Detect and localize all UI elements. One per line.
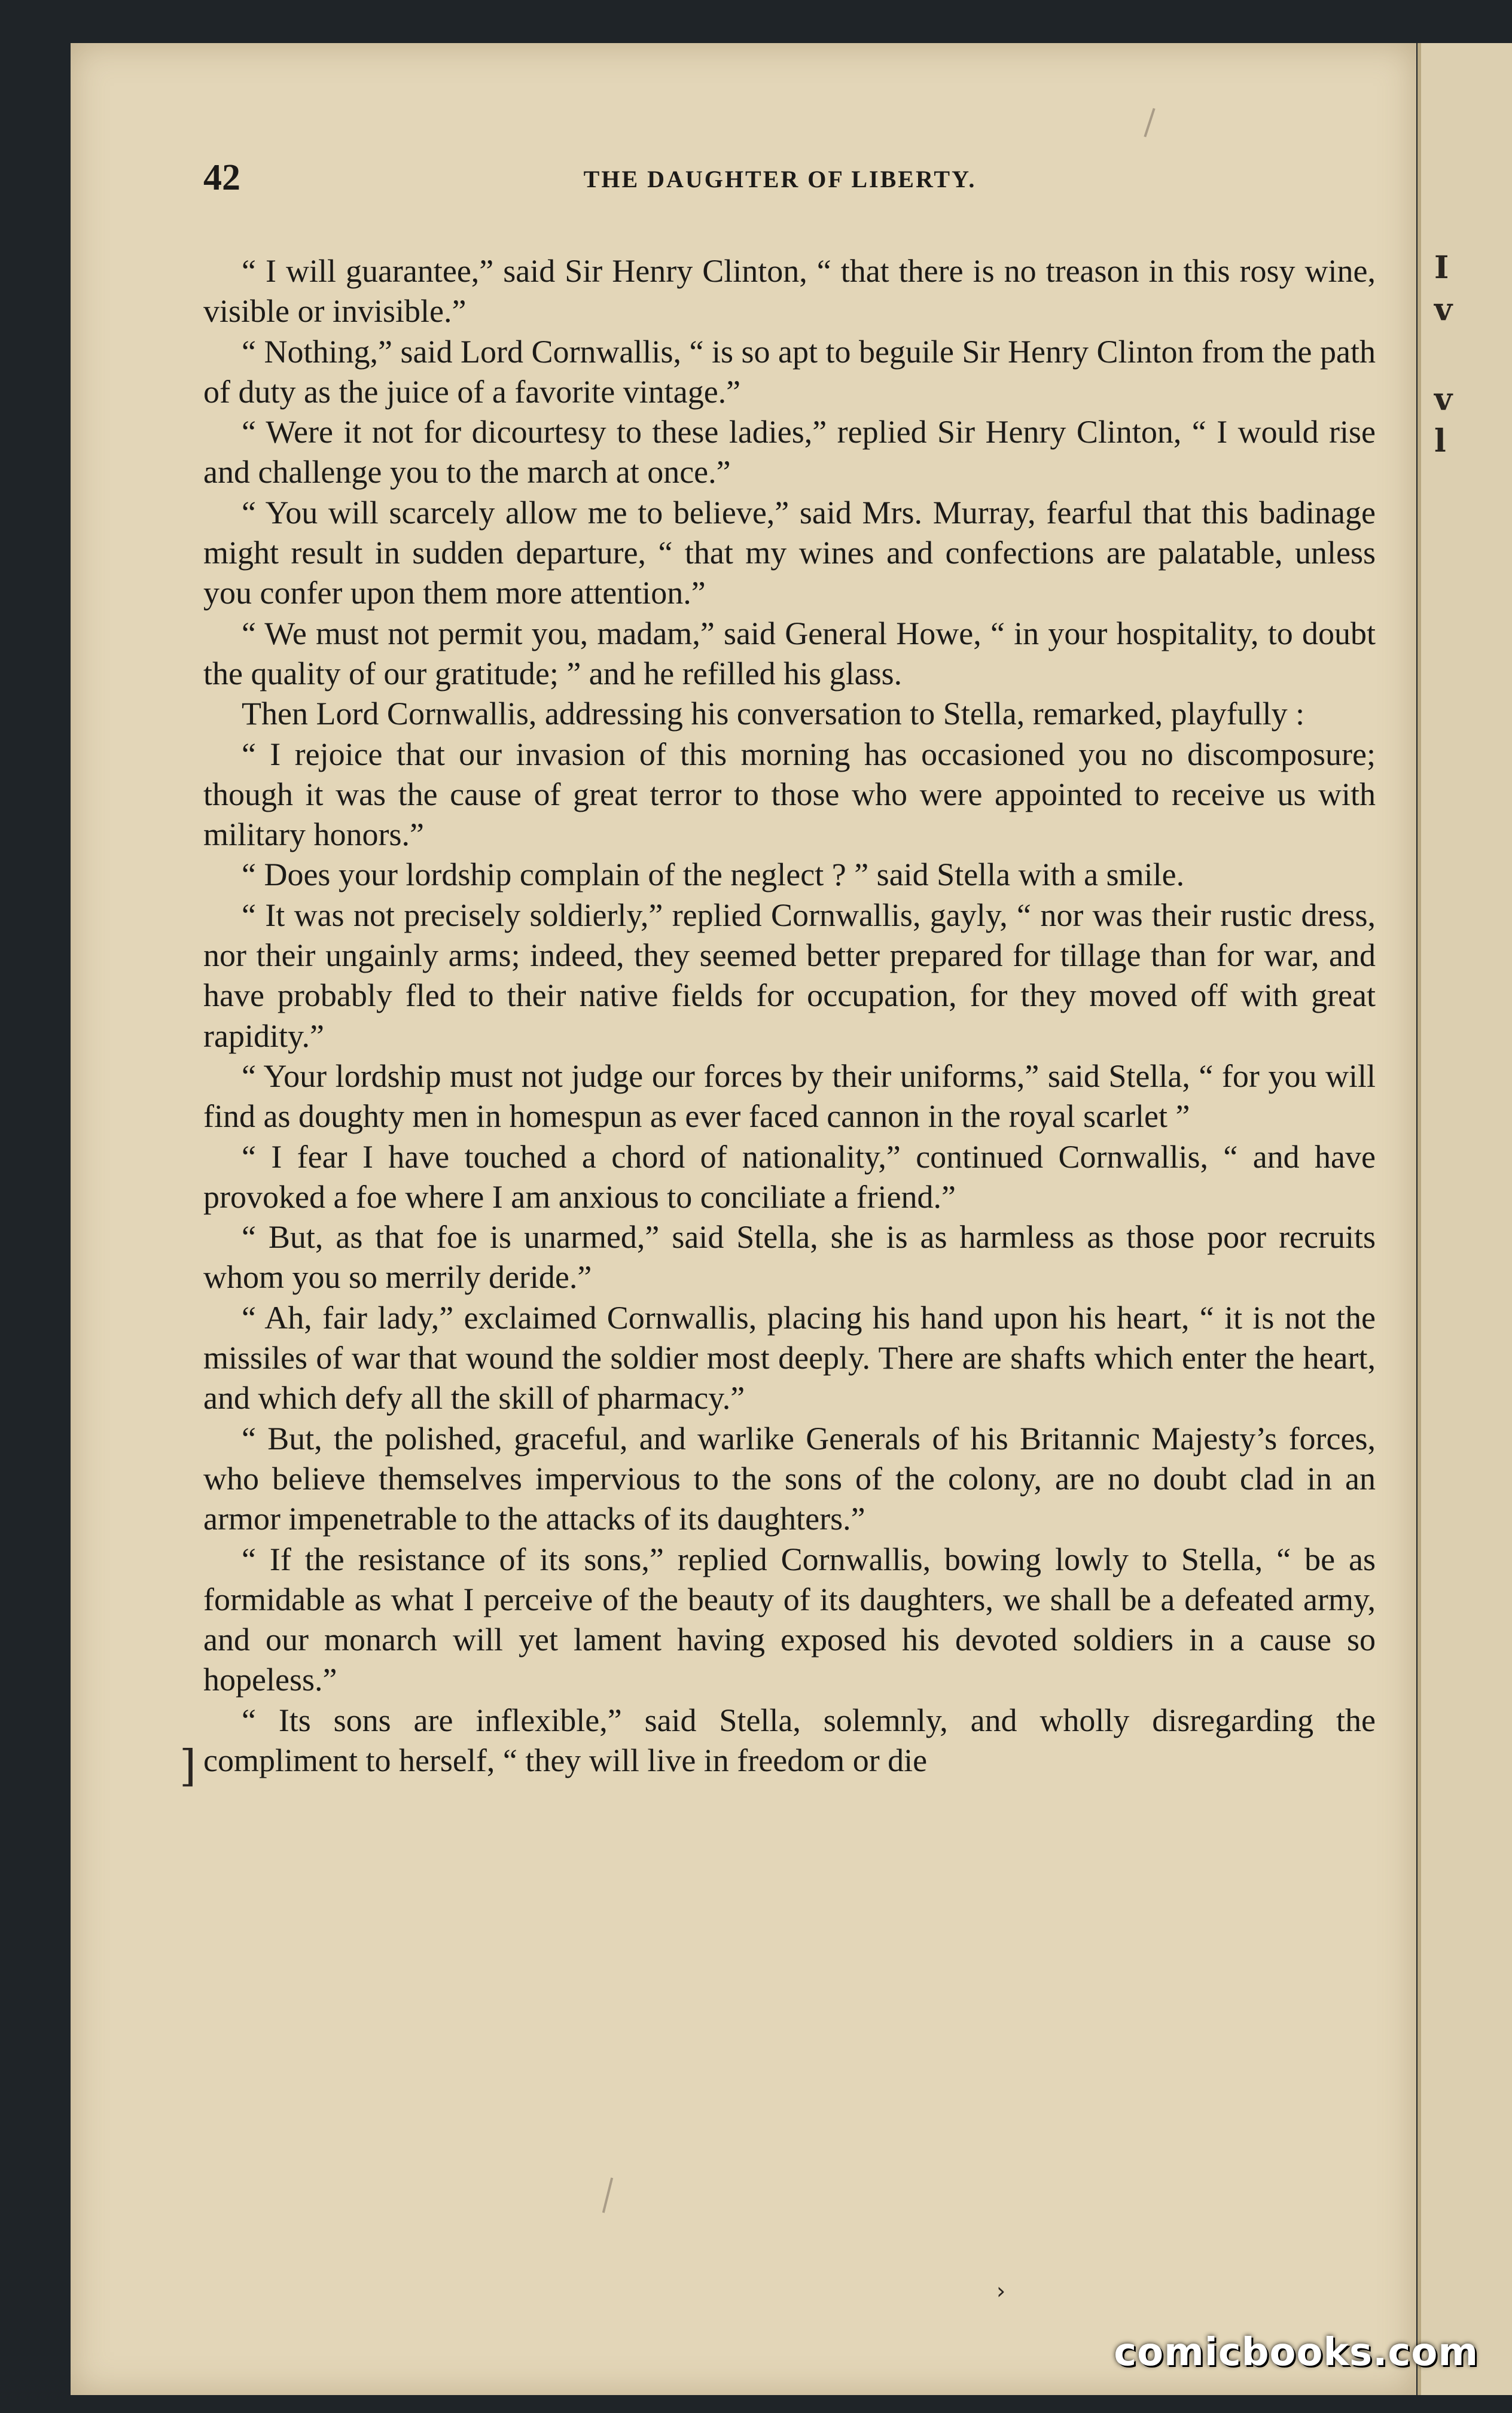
paragraph: “ Does your lordship complain of the neglect ? ” said Stella with a smile. xyxy=(242,857,1185,893)
paragraph: “ Were it not for dicourtesy to these ladies,” replied Sir Henry Clinton, “ I would rise and challenge you to the march at once.” xyxy=(203,414,1376,490)
paragraph: “ If the resistance of its sons,” replied Cornwallis, bowing lowly to Stella, “ be as formidable as what I perceive of the beauty of its daughters, we shall be a defeated army, and our monarch will yet lament having exposed his devoted soldiers in a cause so hopeless.” xyxy=(203,1541,1376,1698)
paragraph: “ Its sons are inflexible,” said Stella, solemnly, and wholly disregarding the compliment to herself, “ they will live in freedom or die xyxy=(203,1702,1376,1778)
paragraph: “ But, as that foe is unarmed,” said Stella, she is as harmless as those poor recruits whom you so merrily deride.” xyxy=(203,1219,1376,1296)
book-title: THE DAUGHTER OF LIBERTY. xyxy=(583,166,977,193)
paragraph: “ We must not permit you, madam,” said General Howe, “ in your hospitality, to doubt the quality of our gratitude; ” and he refilled his glass. xyxy=(203,615,1376,691)
paragraph: “ Nothing,” said Lord Cornwallis, “ is so apt to beguile Sir Henry Clinton from the path of duty as the juice of a favorite vintage.” xyxy=(203,333,1376,410)
margin-annotation: ] xyxy=(179,1741,197,1791)
paragraph: “ I will guarantee,” said Sir Henry Clinton, “ that there is no treason in this rosy wine, visible or invisible.” xyxy=(203,253,1376,330)
signature-mark: › xyxy=(996,2278,1006,2304)
paragraph: “ I rejoice that our invasion of this morning has occasioned you no discomposure; though it was the cause of great terror to those who were appointed to receive us with military honors.” xyxy=(203,736,1376,853)
paragraph: “ I fear I have touched a chord of nationality,” continued Cornwallis, “ and have provoked a foe where I am anxious to conciliate a friend.” xyxy=(203,1138,1376,1215)
adjacent-page-fragment: I xyxy=(1434,249,1449,286)
adjacent-page-fragment: v xyxy=(1434,291,1453,328)
paragraph: “ You will scarcely allow me to believe,” said Mrs. Murray, fearful that this badinage might result in sudden departure, “ that my wines and confections are palatable, unless you confer upon them more attention.” xyxy=(203,494,1376,611)
paragraph: “ But, the polished, graceful, and warlike Generals of his Britannic Majesty’s forces, who believe themselves impervious to the sons of the colony, are no doubt clad in an armor impenetrable to the attacks of its daughters.” xyxy=(203,1420,1376,1537)
page-body xyxy=(203,251,1376,1781)
running-header xyxy=(203,157,1356,211)
page-number: 42 xyxy=(203,157,240,198)
paragraph: “ Ah, fair lady,” exclaimed Cornwallis, placing his hand upon his heart, “ it is not the missiles of war that wound the soldier most deeply. There are shafts which enter the heart, and which defy all the skill of pharmacy.” xyxy=(203,1299,1376,1416)
adjacent-page-edge xyxy=(1418,43,1512,2395)
watermark-logo: comicbooks.com xyxy=(1114,2330,1479,2375)
adjacent-page-fragment: v xyxy=(1434,381,1453,418)
paragraph: “ Your lordship must not judge our forces by their uniforms,” said Stella, “ for you will find as doughty men in homespun as ever faced cannon in the royal scarlet ” xyxy=(203,1058,1376,1135)
adjacent-page-fragment: l xyxy=(1434,423,1446,459)
paragraph: Then Lord Cornwallis, addressing his conversation to Stella, remarked, playfully : xyxy=(242,696,1305,732)
paragraph: “ It was not precisely soldierly,” replied Cornwallis, gayly, “ nor was their rustic dress, nor their ungainly arms; indeed, they seemed better prepared for tillage than for war, and have probably fled to their native fields for occupation, for they moved off with great rapidity.” xyxy=(203,897,1376,1054)
